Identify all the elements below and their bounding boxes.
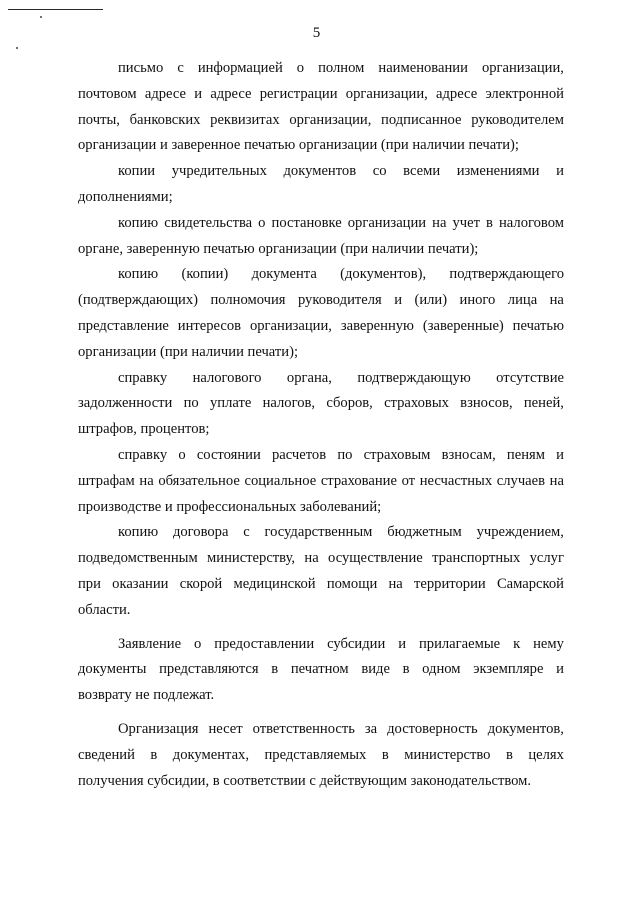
word: министерству, bbox=[207, 550, 296, 567]
paragraph bbox=[78, 443, 564, 520]
word: банковских bbox=[129, 111, 201, 128]
word: уплате bbox=[209, 395, 252, 412]
text-line-content: производстве и профессиональных заболеваний; bbox=[78, 498, 382, 515]
text-line bbox=[78, 82, 564, 108]
word: всеми bbox=[403, 163, 441, 180]
word: представляются bbox=[159, 661, 259, 678]
word: виде bbox=[361, 661, 390, 678]
word: Самарской bbox=[496, 575, 564, 592]
word: транспортных bbox=[432, 550, 521, 567]
word: страховых bbox=[384, 395, 449, 412]
word: Заявление bbox=[118, 635, 182, 652]
word: и bbox=[556, 163, 564, 180]
word: представление bbox=[78, 317, 169, 334]
word: сборов, bbox=[326, 395, 373, 412]
word: достоверность bbox=[387, 720, 478, 737]
word: субсидии bbox=[327, 635, 386, 652]
word: подтверждающего bbox=[449, 266, 564, 283]
word: нему bbox=[533, 635, 564, 652]
word: полном bbox=[318, 60, 365, 76]
word: на bbox=[549, 472, 564, 489]
word: в bbox=[271, 661, 279, 678]
word: прилагаемые bbox=[418, 635, 501, 652]
word: адресе bbox=[436, 85, 478, 102]
word: печатью bbox=[512, 317, 564, 334]
word: иного bbox=[459, 292, 496, 309]
paragraph bbox=[78, 632, 564, 709]
word: по bbox=[337, 446, 353, 463]
word: организации, bbox=[249, 317, 332, 334]
word: с bbox=[243, 524, 250, 541]
text-line bbox=[78, 546, 564, 572]
word: организации bbox=[347, 214, 427, 231]
word: на bbox=[304, 550, 319, 567]
word: обязательное bbox=[158, 472, 240, 489]
scan-artifact-dot bbox=[40, 16, 42, 18]
word: документа bbox=[251, 266, 317, 283]
word: в bbox=[402, 661, 410, 678]
text-line bbox=[78, 683, 564, 709]
word: электронной bbox=[485, 85, 564, 102]
word: в bbox=[381, 746, 389, 763]
word: штрафам bbox=[78, 472, 135, 489]
word: услуг bbox=[529, 550, 564, 567]
word: расчетов bbox=[271, 446, 327, 463]
word: в bbox=[505, 746, 513, 763]
word: в bbox=[150, 746, 158, 763]
scan-artifact-dot bbox=[16, 47, 18, 49]
text-line bbox=[78, 108, 564, 134]
word: (подтверждающих) bbox=[78, 292, 199, 309]
word: ответственность bbox=[252, 720, 355, 737]
word: организации, bbox=[481, 60, 564, 76]
text-line bbox=[78, 262, 564, 288]
word: целях bbox=[528, 746, 564, 763]
word: несет bbox=[208, 720, 243, 737]
text-line bbox=[78, 632, 564, 658]
word: помощи bbox=[326, 575, 378, 592]
word: руководителя bbox=[297, 292, 382, 309]
word: полномочия bbox=[210, 292, 286, 309]
word: оказании bbox=[112, 575, 169, 592]
word: и bbox=[398, 635, 407, 652]
word: руководителем bbox=[471, 111, 564, 128]
text-line bbox=[78, 520, 564, 546]
word: на bbox=[549, 292, 564, 309]
word: состоянии bbox=[196, 446, 261, 463]
text-line bbox=[78, 340, 564, 366]
text-line bbox=[78, 314, 564, 340]
text-line bbox=[78, 211, 564, 237]
word: документах, bbox=[172, 746, 249, 763]
word: взносов, bbox=[460, 395, 513, 412]
text-line bbox=[78, 495, 564, 521]
word: реквизитах bbox=[210, 111, 280, 128]
word: заверенную bbox=[340, 317, 414, 334]
word: документов bbox=[283, 163, 357, 180]
word: письмо bbox=[118, 60, 164, 76]
word: бюджетным bbox=[387, 524, 462, 541]
paragraph bbox=[78, 56, 564, 159]
text-line bbox=[78, 769, 564, 795]
word: справку bbox=[118, 369, 168, 386]
word: от bbox=[401, 472, 416, 489]
word: подведомственным bbox=[78, 550, 198, 567]
word: адресе bbox=[144, 85, 187, 102]
word: предоставлении bbox=[214, 635, 315, 652]
word: копию bbox=[118, 214, 159, 231]
text-line-content: организации и заверенное печатью организации (при наличии печати); bbox=[78, 137, 519, 154]
paragraph bbox=[78, 366, 564, 443]
paragraph bbox=[78, 211, 564, 263]
text-line bbox=[78, 133, 564, 159]
word: налогового bbox=[192, 369, 262, 386]
word: постановке bbox=[271, 214, 342, 231]
word: почты, bbox=[78, 111, 120, 128]
text-line bbox=[78, 572, 564, 598]
paragraph bbox=[78, 520, 564, 623]
word: организации, bbox=[345, 85, 428, 102]
word: страховым bbox=[363, 446, 431, 463]
word: налоговом bbox=[499, 214, 564, 231]
text-line bbox=[78, 417, 564, 443]
word: организации, bbox=[289, 111, 372, 128]
paragraph bbox=[78, 262, 564, 365]
paragraph bbox=[78, 159, 564, 211]
word: на bbox=[139, 472, 154, 489]
word: свидетельства bbox=[164, 214, 253, 231]
word: в bbox=[486, 214, 493, 231]
word: печатном bbox=[290, 661, 349, 678]
word: экземпляре bbox=[473, 661, 544, 678]
text-line bbox=[78, 288, 564, 314]
word: случаев bbox=[496, 472, 546, 489]
word: лица bbox=[507, 292, 538, 309]
text-line bbox=[78, 237, 564, 263]
word: подтверждающую bbox=[357, 369, 471, 386]
word: при bbox=[78, 575, 101, 592]
word: о bbox=[258, 214, 266, 231]
word: по bbox=[183, 395, 199, 412]
word: медицинской bbox=[233, 575, 316, 592]
word: изменениями bbox=[456, 163, 540, 180]
word: (заверенные) bbox=[422, 317, 504, 334]
word: министерство bbox=[404, 746, 491, 763]
text-line bbox=[78, 469, 564, 495]
text-line-content: организации (при наличии печати); bbox=[78, 343, 299, 360]
word: скорой bbox=[179, 575, 223, 592]
text-line-content: области. bbox=[78, 601, 131, 618]
word: о bbox=[296, 60, 305, 76]
word: и bbox=[556, 446, 564, 463]
text-line-content: органе, заверенную печатью организации (при наличии печати); bbox=[78, 240, 479, 257]
text-line bbox=[78, 743, 564, 769]
text-line bbox=[78, 366, 564, 392]
word: подписанное bbox=[381, 111, 462, 128]
word: учредительных bbox=[171, 163, 267, 180]
document-body bbox=[78, 56, 564, 794]
text-line-content: получения субсидии, в соответствии с действующим законодательством. bbox=[78, 772, 532, 789]
word: о bbox=[178, 446, 186, 463]
word: документов, bbox=[487, 720, 564, 737]
word: договора bbox=[172, 524, 229, 541]
word: государственным bbox=[264, 524, 373, 541]
word: и bbox=[194, 85, 203, 102]
text-line bbox=[78, 717, 564, 743]
word: отсутствие bbox=[496, 369, 564, 386]
word: (или) bbox=[414, 292, 448, 309]
text-line-content: возврату не подлежат. bbox=[78, 687, 215, 704]
word: справку bbox=[118, 446, 168, 463]
word: наименовании bbox=[378, 60, 468, 76]
word: копию bbox=[118, 524, 159, 541]
text-line bbox=[78, 391, 564, 417]
word: одном bbox=[422, 661, 461, 678]
text-line bbox=[78, 185, 564, 211]
page-number: 5 bbox=[312, 25, 321, 41]
scan-artifact-line bbox=[8, 9, 103, 10]
word: территории bbox=[414, 575, 486, 592]
word: о bbox=[194, 635, 202, 652]
word: пеням bbox=[506, 446, 545, 463]
text-line bbox=[78, 159, 564, 185]
word: копии bbox=[118, 163, 156, 180]
word: копию bbox=[118, 266, 159, 283]
word: задолженности bbox=[78, 395, 173, 412]
word: Организация bbox=[118, 720, 199, 737]
word: сведений bbox=[78, 746, 135, 763]
word: страхование bbox=[320, 472, 397, 489]
word: представляемых bbox=[264, 746, 367, 763]
word: за bbox=[364, 720, 378, 737]
word: на bbox=[388, 575, 403, 592]
text-line bbox=[78, 598, 564, 624]
word: регистрации bbox=[259, 85, 338, 102]
word: осуществление bbox=[328, 550, 423, 567]
word: (копии) bbox=[181, 266, 229, 283]
word: учет bbox=[452, 214, 480, 231]
text-line bbox=[78, 657, 564, 683]
word: взносам, bbox=[441, 446, 496, 463]
word: и bbox=[394, 292, 403, 309]
word: органа, bbox=[286, 369, 332, 386]
text-line-content: штрафов, процентов; bbox=[78, 421, 210, 438]
word: несчастных bbox=[419, 472, 493, 489]
word: на bbox=[432, 214, 447, 231]
word: пеней, bbox=[523, 395, 564, 412]
word: с bbox=[177, 60, 184, 76]
word: со bbox=[372, 163, 387, 180]
word: налогов, bbox=[262, 395, 316, 412]
paragraph bbox=[78, 717, 564, 794]
word: к bbox=[513, 635, 521, 652]
word: социальное bbox=[244, 472, 317, 489]
word: интересов bbox=[177, 317, 242, 334]
word: и bbox=[556, 661, 564, 678]
word: информацией bbox=[197, 60, 283, 76]
text-line bbox=[78, 443, 564, 469]
word: почтовом bbox=[78, 85, 137, 102]
word: документы bbox=[78, 661, 147, 678]
word: (документов), bbox=[340, 266, 427, 283]
text-line bbox=[78, 56, 564, 82]
word: учреждением, bbox=[476, 524, 564, 541]
text-line-content: дополнениями; bbox=[78, 188, 173, 205]
word: адресе bbox=[210, 85, 252, 102]
